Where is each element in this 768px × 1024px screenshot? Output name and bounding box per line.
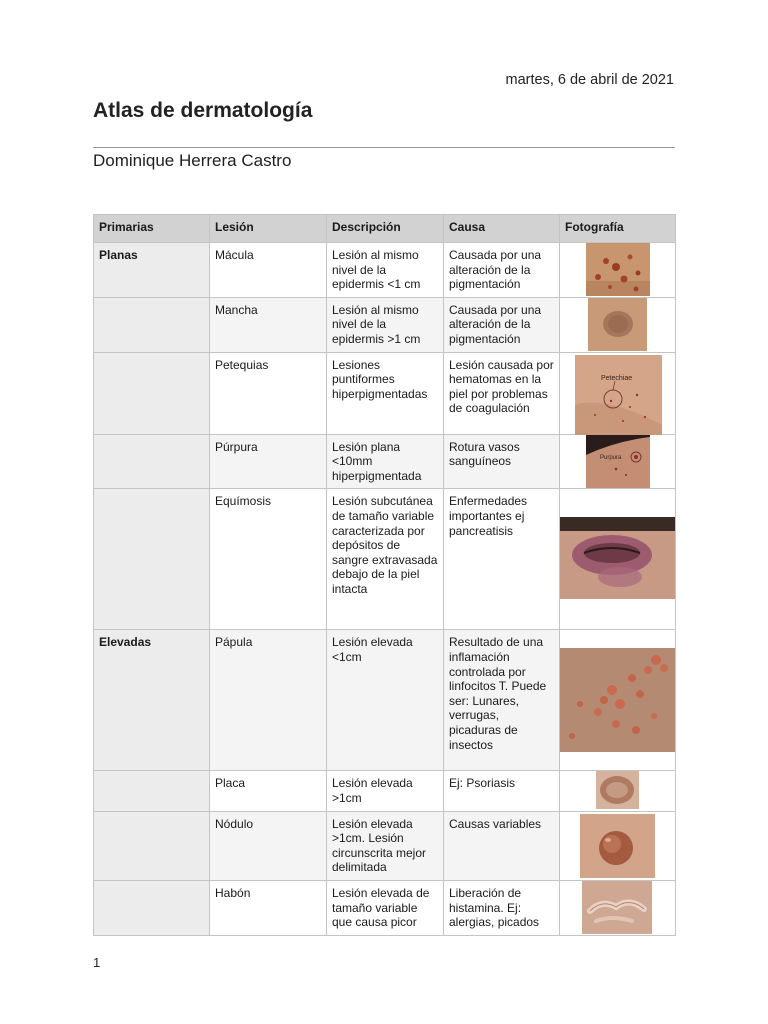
category-cell bbox=[94, 352, 210, 434]
lesion-cell: Mácula bbox=[210, 243, 327, 298]
photo-cell bbox=[560, 297, 676, 352]
column-header-fotografia: Fotografía bbox=[560, 215, 676, 243]
description-cell: Lesión plana <10mm hiperpigmentada bbox=[327, 434, 444, 489]
category-cell: Planas bbox=[94, 243, 210, 298]
lesion-cell: Pápula bbox=[210, 630, 327, 771]
lesion-cell: Placa bbox=[210, 771, 327, 811]
description-cell: Lesión elevada >1cm. Lesión circunscrita mejor delimitada bbox=[327, 811, 444, 880]
description-cell: Lesión elevada de tamaño variable que causa picor bbox=[327, 880, 444, 935]
papula-photo bbox=[560, 648, 675, 752]
table-row bbox=[94, 297, 676, 352]
column-header-descripcion: Descripción bbox=[327, 215, 444, 243]
cause-cell: Causada por una alteración de la pigmentación bbox=[444, 243, 560, 298]
mancha-photo bbox=[588, 298, 647, 351]
category-cell bbox=[94, 771, 210, 811]
table-row bbox=[94, 489, 676, 630]
photo-cell bbox=[560, 630, 676, 771]
habon-photo bbox=[582, 881, 652, 934]
document-title: Atlas de dermatología bbox=[93, 99, 313, 122]
equimosis-photo bbox=[560, 517, 675, 599]
description-cell: Lesión al mismo nivel de la epidermis <1 cm bbox=[327, 243, 444, 298]
photo-cell bbox=[560, 489, 676, 630]
column-header-lesion: Lesión bbox=[210, 215, 327, 243]
lesion-cell: Mancha bbox=[210, 297, 327, 352]
description-cell: Lesión subcutánea de tamaño variable caracterizada por depósitos de sangre extravasada debajo de la piel intacta bbox=[327, 489, 444, 630]
cause-cell: Enfermedades importantes ej pancreatisis bbox=[444, 489, 560, 630]
category-cell bbox=[94, 489, 210, 630]
lesion-cell: Petequias bbox=[210, 352, 327, 434]
photo-cell bbox=[560, 352, 676, 434]
photo-cell bbox=[560, 243, 676, 298]
category-cell bbox=[94, 434, 210, 489]
photo-cell bbox=[560, 811, 676, 880]
lesion-cell: Habón bbox=[210, 880, 327, 935]
lesion-table bbox=[93, 214, 676, 936]
cause-cell: Causada por una alteración de la pigmentación bbox=[444, 297, 560, 352]
placa-photo bbox=[596, 771, 639, 809]
category-cell: Elevadas bbox=[94, 630, 210, 771]
table-row bbox=[94, 811, 676, 880]
petechiae-label: Petechiae bbox=[601, 374, 633, 382]
description-cell: Lesión elevada <1cm bbox=[327, 630, 444, 771]
table-row bbox=[94, 771, 676, 811]
nodulo-photo bbox=[580, 814, 655, 878]
petequias-photo bbox=[575, 355, 662, 435]
cause-cell: Lesión causada por hematomas en la piel por problemas de coagulación bbox=[444, 352, 560, 434]
description-cell: Lesiones puntiformes hiperpigmentadas bbox=[327, 352, 444, 434]
purpura-photo bbox=[586, 435, 650, 488]
title-divider bbox=[93, 147, 675, 148]
cause-cell: Rotura vasos sanguíneos bbox=[444, 434, 560, 489]
photo-cell bbox=[560, 434, 676, 489]
cause-cell: Resultado de una inflamación controlada por linfocitos T. Puede ser: Lunares, verrugas, picaduras de insectos bbox=[444, 630, 560, 771]
purpura-label: Purpura bbox=[600, 454, 622, 461]
table-row bbox=[94, 880, 676, 935]
lesion-cell: Nódulo bbox=[210, 811, 327, 880]
page-number: 1 bbox=[93, 955, 101, 970]
cause-cell: Ej: Psoriasis bbox=[444, 771, 560, 811]
photo-cell bbox=[560, 880, 676, 935]
description-cell: Lesión al mismo nivel de la epidermis >1 cm bbox=[327, 297, 444, 352]
category-cell bbox=[94, 811, 210, 880]
column-header-primarias: Primarias bbox=[94, 215, 210, 243]
category-cell bbox=[94, 880, 210, 935]
cause-cell: Causas variables bbox=[444, 811, 560, 880]
table-row bbox=[94, 434, 676, 489]
photo-cell bbox=[560, 771, 676, 811]
column-header-causa: Causa bbox=[444, 215, 560, 243]
description-cell: Lesión elevada >1cm bbox=[327, 771, 444, 811]
author-name: Dominique Herrera Castro bbox=[93, 151, 292, 170]
macula-photo bbox=[586, 243, 650, 296]
lesion-cell: Equímosis bbox=[210, 489, 327, 630]
table-row bbox=[94, 243, 676, 298]
cause-cell: Liberación de histamina. Ej: alergias, picados bbox=[444, 880, 560, 935]
table-row bbox=[94, 352, 676, 434]
table-row bbox=[94, 630, 676, 771]
lesion-cell: Púrpura bbox=[210, 434, 327, 489]
category-cell bbox=[94, 297, 210, 352]
table-header-row bbox=[94, 215, 676, 243]
document-date: martes, 6 de abril de 2021 bbox=[505, 72, 674, 88]
